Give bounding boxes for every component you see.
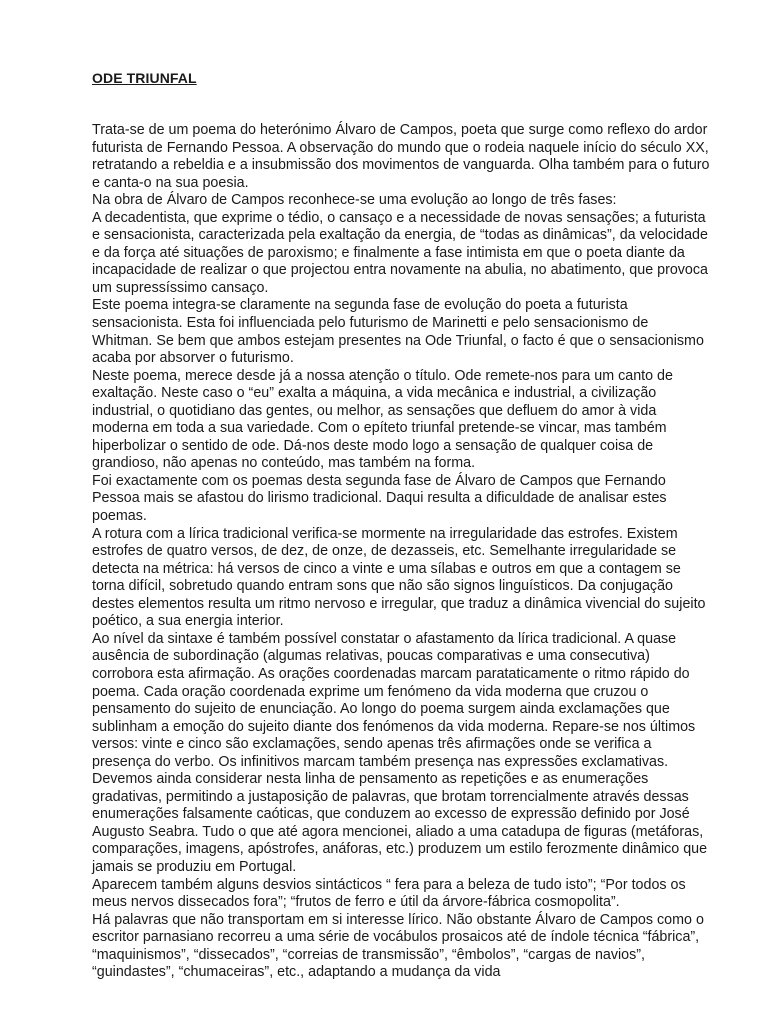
paragraph: Foi exactamente com os poemas desta segunda fase de Álvaro de Campos que Fernando Pessoa mais se afastou do lirismo tradicional. Daqui resulta a dificuldade de analisar estes poemas. xyxy=(92,472,667,525)
paragraph: Ao nível da sintaxe é também possível constatar o afastamento da lírica tradicional. A quase ausência de subordinação (algumas relativas, poucas comparativas e uma consecutiva) corrobora esta afirmação. As orações coordenadas marcam parataticamente o ritmo rápido do poema. Cada oração coordenada exprime um fenómeno da vida moderna que cruzou o pensamento do sujeito de enunciação. Ao longo do poema surgem ainda exclamações que sublinham a emoção do sujeito diante dos fenómenos da vida moderna. Repare-se nos últimos versos: vinte e cinco são exclamações, sendo apenas três afirmações onde se verifica a presença do verbo. Os infinitivos marcam também presença nas expressões exclamativas. Devemos ainda considerar nesta linha de pensamento as repetições e as enumerações gradativas, permitindo a justaposição de palavras, que brotam torrencialmente através dessas enumerações falsamente caóticas, que conduzem ao excesso de expressão definido por José Augusto Seabra. Tudo o que até agora mencionei, aliado a uma catadupa de figuras (metáforas, comparações, imagens, apóstrofes, anáforas, etc.) produzem um estilo ferozmente dinâmico que jamais se produziu em Portugal. xyxy=(92,630,708,875)
paragraph: Aparecem também alguns desvios sintácticos “ fera para a beleza de tudo isto”; “Por todos os meus nervos dissecados fora”; “frutos de ferro e útil da árvore-fábrica cosmopolita”. xyxy=(92,876,686,911)
paragraph: Trata-se de um poema do heterónimo Álvaro de Campos, poeta que surge como reflexo do ardor futurista de Fernando Pessoa. A observação do mundo que o rodeia naquele início do século XX, retratando a rebeldia e a insubmissão dos movimentos de vanguarda. Olha também para o futuro e canta-o na sua poesia. xyxy=(92,122,710,191)
paragraph: Na obra de Álvaro de Campos reconhece-se uma evolução ao longo de três fases: xyxy=(92,192,617,209)
paragraph: A rotura com a lírica tradicional verifica-se mormente na irregularidade das estrofes. Existem estrofes de quatro versos, de dez, de onze, de dezasseis, etc. Semelhante irregularidade se detecta na métrica: há versos de cinco a vinte e uma sílabas e outros em que a contagem se torna difícil, sobretudo quando entram sons que não são signos linguísticos. Da conjugação destes elementos resulta um ritmo nervoso e irregular, que traduz a dinâmica vivencial do sujeito poético, a sua energia interior. xyxy=(92,525,706,630)
document-body xyxy=(92,122,710,982)
paragraph: Este poema integra-se claramente na segunda fase de evolução do poeta a futurista sensacionista. Esta foi influenciada pelo futurismo de Marinetti e pelo sensacionismo de Whitman. Se bem que ambos estejam presentes na Ode Triunfal, o facto é que o sensacionismo acaba por absorver o futurismo. xyxy=(92,297,704,367)
paragraph: A decadentista, que exprime o tédio, o cansaço e a necessidade de novas sensações; a futurista e sensacionista, caracterizada pela exaltação da energia, de “todas as dinâmicas”, da velocidade e da força até situações de paroxismo; e finalmente a fase intimista em que o poeta diante da incapacidade de realizar o que projectou entra novamente na abulia, no abatimento, que provoca um supressíssimo cansaço. xyxy=(92,209,708,296)
paragraph: Há palavras que não transportam em si interesse lírico. Não obstante Álvaro de Campos como o escritor parnasiano recorreu a uma série de vocábulos prosaicos até de índole técnica “fábrica”, “maquinismos”, “dissecados”, “correias de transmissão”, “êmbolos”, “cargas de navios”, “guindastes”, “chumaceiras”, etc., adaptando a mudança da vida xyxy=(92,911,704,981)
document-title: ODE TRIUNFAL xyxy=(92,70,197,86)
paragraph: Neste poema, merece desde já a nossa atenção o título. Ode remete-nos para um canto de exaltação. Neste caso o “eu” exalta a máquina, a vida mecânica e industrial, a civilização industrial, o quotidiano das gentes, ou melhor, as sensações que defluem do amor à vida moderna em toda a sua variedade. Com o epíteto triunfal pretende-se vincar, mas também hiperbolizar o sentido de ode. Dá-nos deste modo logo a sensação de qualquer coisa de grandioso, não apenas no conteúdo, mas também na forma. xyxy=(92,367,673,472)
